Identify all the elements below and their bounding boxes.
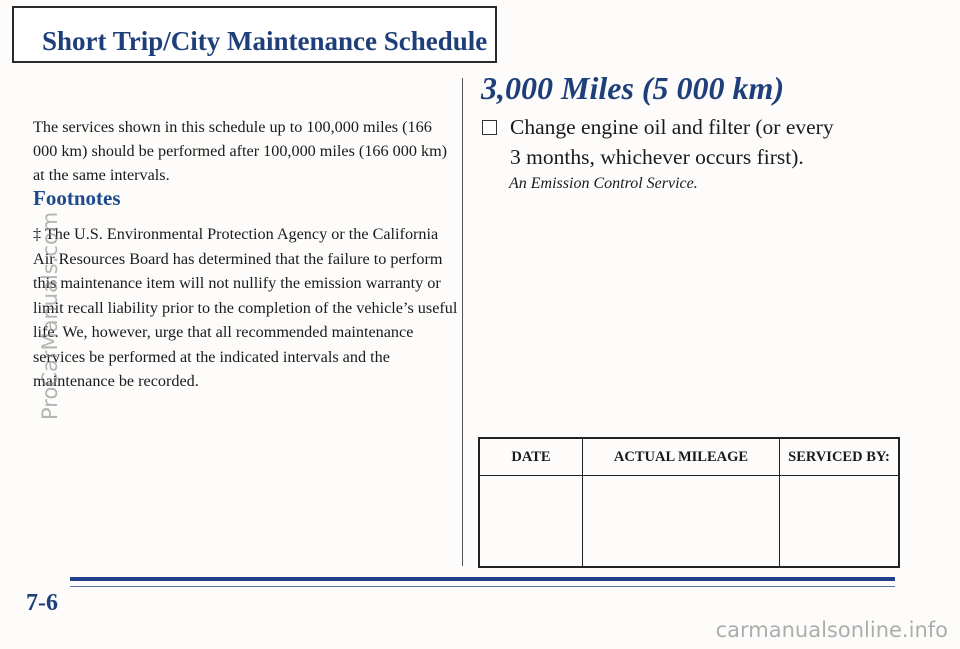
table-header-row (479, 438, 899, 476)
footnotes-heading: Footnotes (33, 186, 121, 210)
header-serviced-by: SERVICED BY: (780, 438, 900, 476)
table-row (479, 476, 899, 568)
footnote-paragraph: ‡ The U.S. Environmental Protection Agency or the California Air Resources Board has determined that the failure to perform this maintenance item will not nullify the emission warranty or limit recall liability prior to the completion of the vehicle’s useful life. We, however, urge that all recommended maintenance services be performed at the indicated intervals and the maintenance be recorded. (33, 225, 458, 390)
service-log-table (478, 437, 900, 568)
section-heading: 3,000 Miles (5 000 km) (481, 70, 785, 106)
header-date: DATE (479, 438, 583, 476)
side-watermark: ProCarManuals.com (38, 211, 62, 420)
header-actual-mileage: ACTUAL MILEAGE (583, 438, 780, 476)
service-item-line1: Change engine oil and filter (or every (510, 115, 834, 139)
service-note: An Emission Control Service. (509, 175, 698, 192)
page-number: 7-6 (26, 590, 58, 616)
page-title: Short Trip/City Maintenance Schedule (42, 26, 488, 56)
service-checkbox[interactable] (482, 120, 497, 135)
header-box (12, 6, 497, 63)
service-item (510, 112, 910, 172)
mileage-entry-cell[interactable] (583, 476, 780, 568)
column-divider (462, 78, 463, 566)
intro-paragraph: The services shown in this schedule up to 100,000 miles (166 000 km) should be performed after 100,000 miles (166 000 km) at the same intervals. (33, 118, 448, 184)
bottom-watermark: carmanualsonline.info (715, 618, 948, 642)
date-entry-cell[interactable] (479, 476, 583, 568)
footer-rule-thin (70, 586, 895, 587)
serviced-by-entry-cell[interactable] (780, 476, 900, 568)
footer-rule-thick (70, 577, 895, 581)
service-item-line2: 3 months, whichever occurs first). (510, 145, 804, 169)
